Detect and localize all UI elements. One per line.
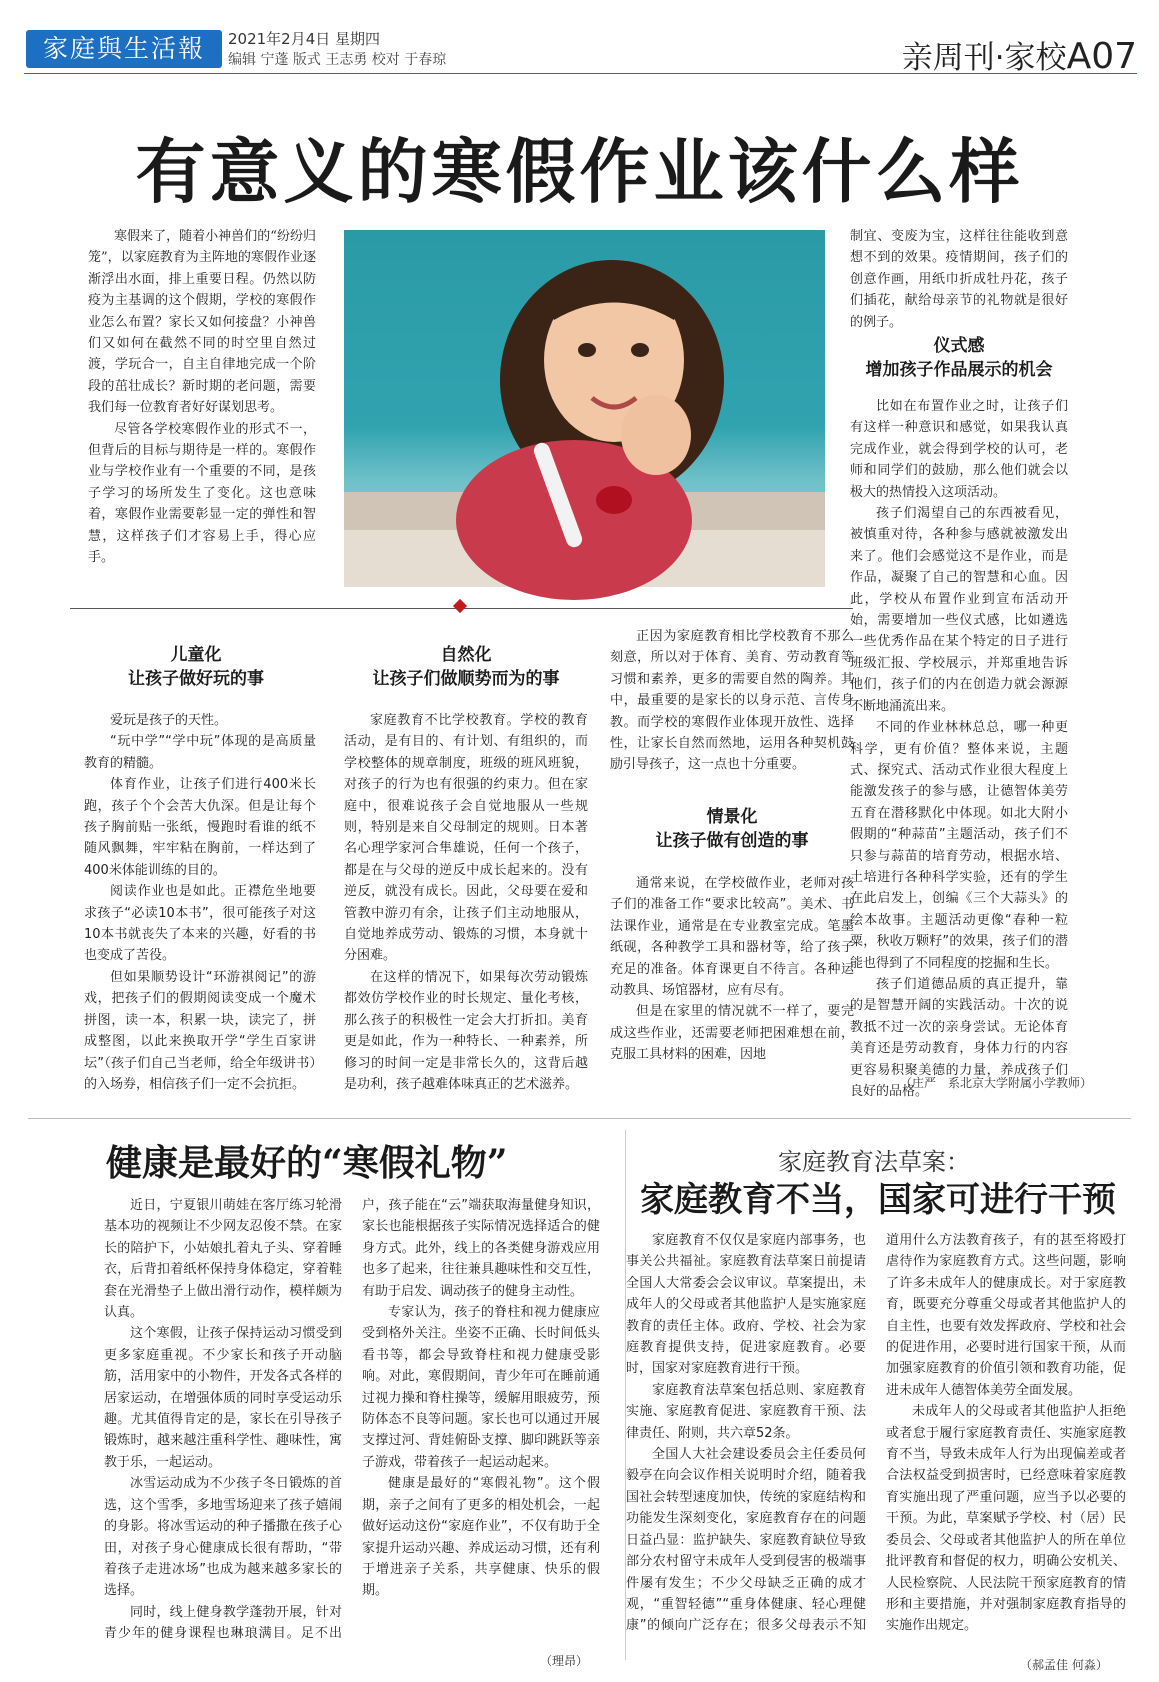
health-headline: 健康是最好的“寒假礼物” (106, 1142, 508, 1184)
health-paragraph: 近日，宁夏银川萌娃在客厅练习轮滑基本功的视频让不少网友忍俊不禁。在家长的陪护下，小姑娘扎着丸子头、穿着睡衣，后背扣着纸杯保持身体稳定，穿着鞋套在光滑垫子上做出滑行动作，模样颇为认真。 (104, 1198, 342, 1321)
child-paragraph: 阅读作业也是如此。正襟危坐地要求孩子“必读10本书”，很可能孩子对这10本书就丧失了本来的兴趣，好看的书也变成了苦役。 (84, 884, 316, 964)
ritual-paragraph: 不同的作业林林总总，哪一种更科学，更有价值？整体来说，主题式、探究式、活动式作业很大程度上能激发孩子的参与感，让德智体美劳五育在潜移默化中体现。如北大附小假期的“种蒜苗”主题活动，孩子们不只参与蒜苗的培育劳动，根据水培、土培进行各种科学实验，还有的学生在此启发上，创编《三个大蒜头》的绘本故事。主题活动更像“春种一粒粟，秋收万颗籽”的效果，孩子们的潜能也得到了不同程度的挖掘和生长。 (850, 720, 1068, 971)
scene-column (610, 873, 854, 1095)
health-author: （理昂） (540, 1654, 589, 1668)
child-paragraph: “玩中学”“学中玩”体现的是高质量教育的精髓。 (84, 734, 316, 771)
child-paragraph: 体育作业，让孩子们进行400米长跑，孩子个个会苦大仇深。但是让每个孩子胸前贴一张纸，慢跑时看谁的纸不随风飘舞，牢牢粘在胸前，一样达到了400米体能训练的目的。 (84, 777, 316, 878)
scene-subhead-line2: 让孩子做有创造的事 (655, 831, 809, 851)
ritual-subhead (850, 334, 1068, 382)
scene-paragraph: 通常来说，在学校做作业，老师对孩子们的准备工作“要求比较高”。美术、书法课作业，通常是在专业教室完成。笔墨纸砚，各种教学工具和器材等，给了孩子充足的准备。体育课更自不待言。各种运动教具、场馆器材，应有尽有。 (610, 876, 854, 999)
intro-paragraph: 尽管各学校寒假作业的形式不一，但背后的目标与期待是一样的。寒假作业与学校作业有一个重要的不同，是孩子学习的场所发生了变化。这也意味着，寒假作业需要彰显一定的弹性和智慧，这样孩子们才容易上手，得心应手。 (88, 421, 316, 566)
child-paragraph: 但如果顺势设计“环游祺阅记”的游戏，把孩子们的假期阅读变成一个魔术拼图，读一本，积累一块，读完了，拼成整图，以此来换取开学“学生百家讲坛”（孩子们自己当老师，给全年级讲书）的入场券，相信孩子们一定不会抗拒。 (84, 969, 316, 1092)
law-paragraph: 家庭教育法草案包括总则、家庭教育实施、家庭教育促进、家庭教育干预、法律责任、附则，共六章52条。 (626, 1382, 866, 1441)
issue-date: 2021年2月4日 星期四 (228, 30, 381, 48)
nature-column-a (344, 710, 588, 1095)
bottom-separator (28, 1118, 1131, 1119)
child-subhead-line2: 让孩子做好玩的事 (128, 669, 264, 689)
ritual-author: （庄严 系北京大学附属小学教师） (900, 1076, 1093, 1090)
section-label (902, 32, 1137, 77)
girl-photo (344, 230, 825, 587)
continued-paragraph: 制宜、变废为宝，这样往往能收到意想不到的效果。疫情期间，孩子们的创意作画，用纸巾折成牡丹花，孩子们插花，献给母亲节的礼物就是很好的例子。 (850, 229, 1068, 330)
header-rule (24, 73, 1137, 74)
nature-paragraph: 正因为家庭教育相比学校教育不那么刻意，所以对于体育、美育、劳动教育等习惯和素养，更多的需要自然的陶养。其中，最重要的是家长的以身示范、言传身教。而学校的寒假作业体现开放性、选择性，让家长自然而然地，运用各种契机鼓励引导孩子，这一点也十分重要。 (610, 629, 854, 773)
child-column (84, 710, 316, 1095)
health-paragraph: 这个寒假，让孩子保持运动习惯受到更多家庭重视。不少家长和孩子开动脑筋，活用家中的小物件，开发各式各样的居家运动，在增强体质的同时享受运动乐趣。尤其值得肯定的是，家长在引导孩子锻炼时，越来越注重科学性、趣味性，寓教于乐，一起运动。 (104, 1326, 342, 1470)
child-subhead-line1: 儿童化 (170, 645, 222, 665)
health-paragraph: 同时，线上健身教学蓬勃开展，针对青少年的健身课程也琳琅满目。足不出户，孩子能在“云”端获取海量健身知识，家长也能根据孩子实际情况选择适合的健身方式。此外，线上的各类健身游戏应用也多了起来，往往兼具趣味性和交互性，有助于启发、调动孩子的健身主动性。 (104, 1198, 600, 1642)
main-headline: 有意义的寒假作业该什么样 (135, 130, 1024, 213)
section-name: 亲周刊·家校 (901, 40, 1067, 76)
law-author: （郝孟佳 何淼） (1020, 1658, 1108, 1672)
child-paragraph: 爱玩是孩子的天性。 (110, 713, 228, 728)
right-top-paragraph (850, 226, 1068, 333)
intro-column (88, 226, 316, 569)
intro-paragraph: 寒假来了，随着小神兽们的“纷纷归笼”，以家庭教育为主阵地的寒假作业逐渐浮出水面，排上重要日程。仍然以防疫为主基调的这个假期，学校的寒假作业怎么布置？家长又如何接盘？小神兽们又如何在截然不同的时空里自然过渡，学玩合一，自主自律地完成一个阶段的茁壮成长？新时期的老问题，需要我们每一位教育者好好谋划思考。 (88, 229, 316, 416)
newspaper-logo: 家庭與生活報 (26, 30, 222, 68)
health-paragraph: 健康是最好的“寒假礼物”。这个假期，亲子之间有了更多的相处机会，一起做好运动这份“家庭作业”，不仅有助于全家提升运动兴趣、养成运动习惯，还有利于增进亲子关系，共享健康、快乐的假期。 (362, 1476, 600, 1599)
law-headline: 家庭教育不当，国家可进行干预 (640, 1180, 1116, 1220)
law-paragraph: 家庭教育不仅仅是家庭内部事务，也事关公共福祉。家庭教育法草案日前提请全国人大常委会会议审议。草案提出，未成年人的父母或者其他监护人是实施家庭教育的责任主体。政府、学校、社会为家庭教育提供支持，促进家庭教育。必要时，国家对家庭教育进行干预。 (626, 1233, 866, 1377)
nature-paragraph: 在这样的情况下，如果每次劳动锻炼都效仿学校作业的时长规定、量化考核，那么孩子的积极性一定会大打折扣。美育更是如此，作为一种特长、一种素养，所修习的时间一定是非常长久的，这背后越是功利，孩子越难体味真正的艺术滋养。 (344, 969, 588, 1092)
health-paragraph: 冰雪运动成为不少孩子冬日锻炼的首选，这个雪季，多地雪场迎来了孩子嬉闹的身影。将冰雪运动的种子播撒在孩子心田，对孩子身心健康成长很有帮助，“带着孩子走进冰场”也成为越来越多家长的选择。 (104, 1476, 342, 1599)
ritual-subhead-line2: 增加孩子作品展示的机会 (865, 360, 1053, 380)
ritual-paragraph: 比如在布置作业之时，让孩子们有这样一种意识和感觉，如果我认真完成作业，就会得到学校的认可，老师和同学们的鼓励，那么他们就会以极大的热情投入这项活动。 (850, 399, 1068, 500)
ritual-paragraph: 孩子们道德品质的真正提升，靠的是智慧开阔的实践活动。十次的说教抵不过一次的亲身尝试。无论体育美育还是劳动教育，身体力行的内容更容易积聚美德的力量，养成孩子们良好的品格。 (850, 976, 1068, 1099)
diamond-ornament-icon (453, 599, 467, 613)
law-kicker: 家庭教育法草案： (778, 1148, 970, 1176)
nature-column-b (610, 626, 854, 776)
nature-subhead (338, 643, 594, 691)
editor-credits: 编辑 宁蓬 版式 王志勇 校对 于春琼 (228, 52, 447, 68)
ritual-paragraph: 孩子们渴望自己的东西被看见，被慎重对待，各种参与感就被激发出来了。他们会感觉这不是作业，而是作品，凝聚了自己的智慧和心血。因此，学校从布置作业到宣布活动开始，需要增加一些仪式感，比如遴选一些优秀作品在某个特定的日子进行班级汇报、学校展示，并郑重地告诉他们，孩子们的内在创造力就会源源不断地涌流出来。 (850, 506, 1068, 714)
law-body (626, 1230, 1126, 1655)
ritual-subhead-line1: 仪式感 (933, 336, 985, 356)
law-paragraph: 未成年人的父母或者其他监护人拒绝或者怠于履行家庭教育责任、实施家庭教育不当，导致未成年人行为出现偏差或者合法权益受到损害时，已经意味着家庭教育实施出现了严重问题，应当予以必要的干预。为此，草案赋予学校、村（居）民委员会、父母或者其他监护人的所在单位批评教育和督促的权力，明确公安机关、人民检察院、人民法院干预家庭教育的情形和主要措施，并对强制家庭教育指导的实施作出规定。 (886, 1404, 1126, 1634)
health-body (104, 1195, 600, 1653)
scene-paragraph: 但是在家里的情况就不一样了，要完成这些作业，还需要老师把困难想在前，克服工具材料的困难，因地 (610, 1004, 854, 1063)
law-paragraph: 全国人大社会建设委员会主任委员何毅亭在向会议作相关说明时介绍，随着我国社会转型速度加快，传统的家庭结构和功能发生深刻变化，家庭教育存在的问题日益凸显：监护缺失、家庭教育缺位导致部分农村留守未成年人受到侵害的极端事件屡有发生；不少父母缺乏正确的成才观，“重智轻德”“重身体健康、轻心理健康”的倾向广泛存在；很多父母表示不知道用什么方法教育孩子，有的甚至将殴打虐待作为家庭教育方式。这些问题，影响了许多未成年人的健康成长。对于家庭教育，既要充分尊重父母或者其他监护人的自主性，也要有效发挥政府、学校和社会的促进作用，必要时进行国家干预，从而加强家庭教育的价值引领和教育功能，促进未成年人德智体美劳全面发展。 (626, 1233, 1126, 1634)
health-paragraph: 专家认为，孩子的脊柱和视力健康应受到格外关注。坐姿不正确、长时间低头看书等，都会导致脊柱和视力健康受影响。对此，寒假期间，青少年可在睡前通过视力操和脊柱操等，缓解用眼疲劳，预防体态不良等问题。家长也可以通过开展支撑过河、背娃俯卧支撑、脚印跳跃等亲子游戏，带着孩子一起运动起来。 (362, 1305, 600, 1470)
nature-subhead-line1: 自然化 (440, 645, 492, 665)
nature-subhead-line2: 让孩子们做顺势而为的事 (372, 669, 560, 689)
child-subhead (78, 643, 314, 691)
scene-subhead (604, 805, 860, 853)
girl-illustration (344, 230, 825, 587)
page-number: A07 (1066, 36, 1137, 77)
scene-subhead-line1: 情景化 (706, 807, 758, 827)
nature-paragraph: 家庭教育不比学校教育。学校的教育活动，是有目的、有计划、有组织的，而学校整体的规章制度，班级的班风班貌，对孩子的行为也有很强的约束力。但在家庭中，很难说孩子会自觉地服从一些规则，特别是来自父母制定的规则。日本著名心理学家河合隼雄说，任何一个孩子，都是在与父母的逆反中成长起来的。没有逆反，就没有成长。因此，父母要在爱和管教中游刃有余，让孩子们主动地服从，自觉地养成劳动、锻炼的习惯，本身就十分困难。 (344, 713, 588, 964)
